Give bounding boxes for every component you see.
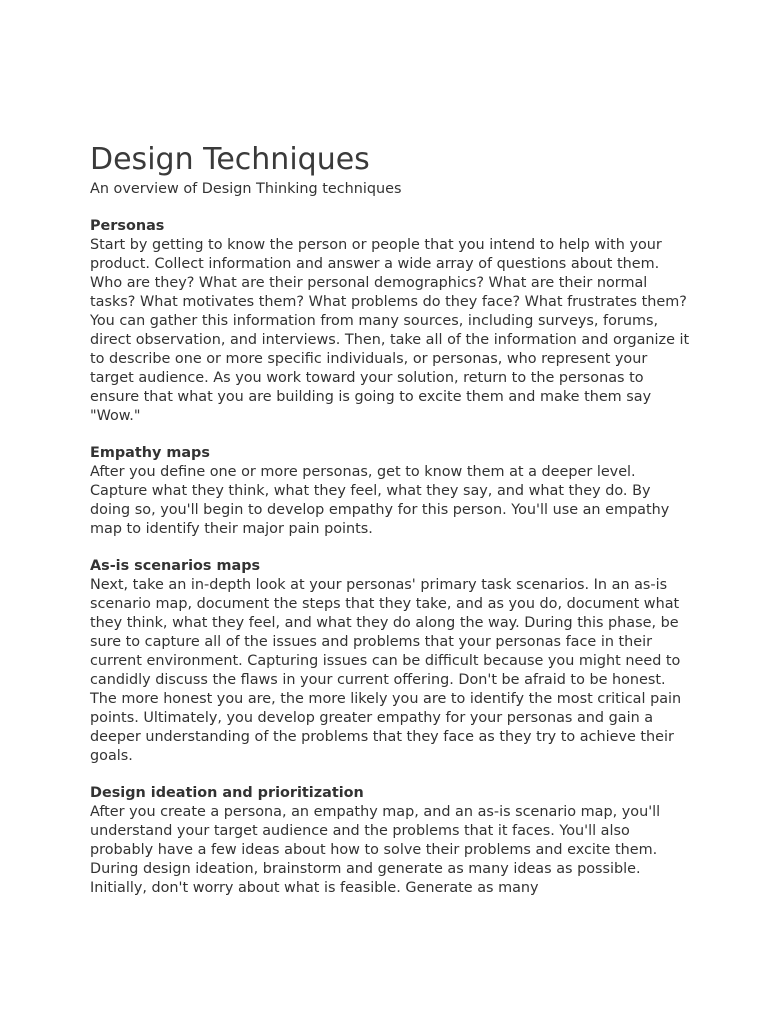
section-heading: As-is scenarios maps xyxy=(90,558,261,574)
page-title: Design Techniques xyxy=(90,142,370,177)
section-design-ideation xyxy=(90,784,690,898)
section-heading: Empathy maps xyxy=(90,445,210,461)
paragraph: Start by getting to know the person or people that you intend to help with your product. Collect information and answer a wide array of questions about them. Who are they? What are their personal demographics? What are their normal tasks? What motivates them? What problems do they face? What frustrates them? xyxy=(90,237,687,310)
paragraph: After you define one or more personas, get to know them at a deeper level. Capture what they think, what they feel, what they say, and what they do. By doing so, you'll begin to develop empathy for this person. You'll use an empathy map to identify their major pain points. xyxy=(90,464,670,537)
document-page xyxy=(90,140,690,916)
section-as-is-scenario-maps xyxy=(90,557,690,766)
section-personas xyxy=(90,217,690,426)
section-empathy-maps xyxy=(90,444,690,539)
section-heading: Personas xyxy=(90,218,165,234)
section-heading: Design ideation and prioritization xyxy=(90,785,364,801)
paragraph: After you create a persona, an empathy map, and an as-is scenario map, you'll understand your target audience and the problems that it faces. You'll also probably have a few ideas about how to solve their problems and excite them. During design ideation, brainstorm and generate as many ideas as possible. Initially, don't worry about what is feasible. Generate as many xyxy=(90,804,661,896)
page-subtitle: An overview of Design Thinking techniques xyxy=(90,181,402,197)
paragraph: You can gather this information from many sources, including surveys, forums, direct observation, and interviews. Then, take all of the information and organize it to describe one or more specific individuals, or personas, who represent your target audience. As you work toward your solution, return to the personas to ensure that what you are building is going to excite them and make them say "Wow." xyxy=(90,313,690,424)
paragraph: Next, take an in-depth look at your personas' primary task scenarios. In an as-is scenario map, document the steps that they take, and as you do, document what they think, what they feel, and what they do along the way. During this phase, be sure to capture all of the issues and problems that your personas face in their current environment. Capturing issues can be difficult because you might need to candidly discuss the flaws in your current offering. Don't be afraid to be honest. The more honest you are, the more likely you are to identify the most critical pain points. Ultimately, you develop greater empathy for your personas and gain a deeper understanding of the problems that they face as they try to achieve their goals. xyxy=(90,577,682,764)
